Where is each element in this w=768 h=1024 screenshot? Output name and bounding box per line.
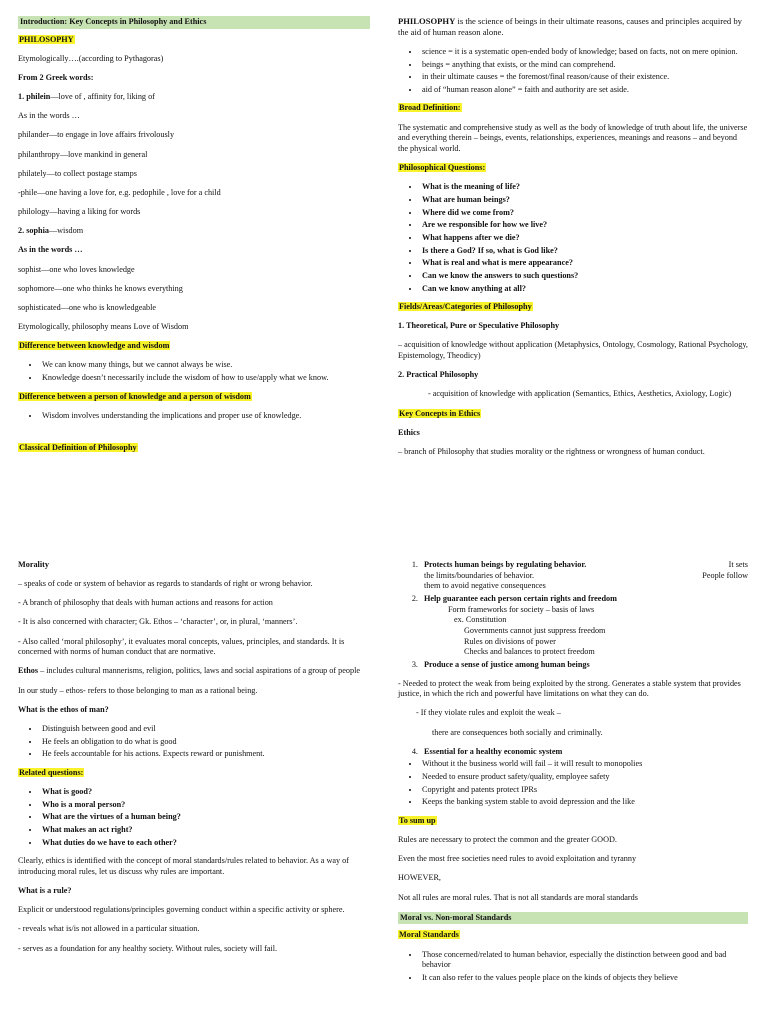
philosophy-word: PHILOSOPHY [398,16,456,26]
item2-sub: Governments cannot just suppress freedom [464,625,606,635]
sophia-term: 2. sophia [18,226,49,236]
ethos-definition: – includes cultural mannerisms, religion, politics, laws and social aspirations of a group of people [38,666,360,676]
violate-line: - If they violate rules and exploit the weak – [416,708,561,718]
list-item: • He feels accountable for his actions. Expects reward or punishment. [40,749,370,760]
item1-right: It sets [728,560,748,569]
morality-definition: – speaks of code or system of behavior as regards to standards of right or wrong behavior. [18,579,313,589]
rules-column [398,560,748,992]
ethos-man-heading: What is the ethos of man? [18,704,109,714]
philosophical-questions-heading: Philosophical Questions: [399,163,486,173]
sophia-example: sophist—one who loves knowledge [18,264,135,274]
philein-example: philanthropy—love mankind in general [18,149,148,159]
item2-sub: Rules on divisions of power [464,636,556,646]
field2-text: - acquisition of knowledge with application (Semantics, Ethics, Aesthetics, Axiology, Logic) [428,389,732,399]
question-item: • What is the meaning of life? [420,182,748,193]
philein-term: 1. philein [18,92,51,102]
field1-title: 1. Theoretical, Pure or Speculative Philosophy [398,321,560,331]
item1-right2: People follow [702,570,748,580]
justice-text: - Needed to protect the weak from being exploited by the strong. Generates a stable system that provides justice, in which the rich and powerful have limitations on what they can do. [398,678,741,699]
philein-example: philology—having a liking for words [18,207,141,217]
list-item: • Keeps the banking system stable to avoid depression and the like [420,797,748,808]
list-item: • Wisdom involves understanding the implications and proper use of knowledge. [40,411,370,422]
question-item: • Where did we come from? [420,208,748,219]
list-item: • Knowledge doesn’t necessarily include the wisdom of how to use/apply what we know. [40,373,370,384]
philosophy-heading: PHILOSOPHY [19,34,74,44]
ethics-concepts-heading: Key Concepts in Ethics [399,408,481,418]
question-item: • What duties do we have to each other? [40,838,370,849]
intro-column [18,16,370,463]
item1-line3: them to avoid negative consequences [424,581,546,591]
consequences-line: there are consequences both socially and criminally. [432,727,603,737]
fields-heading: Fields/Areas/Categories of Philosophy [399,302,532,312]
moral-standards-heading: Moral Standards [399,930,459,940]
philein-example: philander—to engage in love affairs frivolously [18,130,175,140]
question-item: • What makes an act right? [40,825,370,836]
list-item: • Needed to ensure product safety/quality, employee safety [420,772,748,783]
question-item: • What are human beings? [420,195,748,206]
question-item: • Can we know the answers to such questions? [420,271,748,282]
morality-paragraph: - It is also concerned with character; Gk. Ethos – ‘character’, or, in plural, ‘manners’. [18,617,298,627]
field2-title: 2. Practical Philosophy [398,370,479,380]
sum-up-text: Rules are necessary to protect the common and the greater GOOD. [398,835,617,845]
knowledge-wisdom-heading: Difference between knowledge and wisdom [19,341,170,351]
list-item: • He feels an obligation to do what is good [40,737,370,748]
etymology-line: Etymologically….(according to Pythagoras) [18,53,164,63]
morality-heading: Morality [18,560,49,569]
question-item: • What is real and what is mere appearance? [420,258,748,269]
list-item: • Copyright and patents protect IPRs [420,785,748,796]
question-item: • Can we know anything at all? [420,284,748,295]
rule-paragraph: - serves as a foundation for any healthy society. Without rules, society will fail. [18,943,278,953]
item2-sub: Checks and balances to protect freedom [464,647,595,657]
item1-line2: the limits/boundaries of behavior. [424,570,535,580]
sum-up-heading: To sum up [399,815,436,825]
item2-sub: Form frameworks for society – basis of laws [448,604,595,614]
rule-reason-item [420,747,748,758]
question-item: • Are we responsible for how we live? [420,220,748,231]
philein-example: philately—to collect postage stamps [18,168,137,178]
broad-definition-heading: Broad Definition: [399,103,461,113]
ethos-study: In our study – ethos- refers to those belonging to man as a rational being. [18,685,258,695]
list-item: • Without it the business world will fail – it will result to monopolies [420,759,748,770]
question-item: • What are the virtues of a human being? [40,812,370,823]
classical-definition-heading: Classical Definition of Philosophy [19,443,137,453]
ethics-term: Ethics [398,427,420,437]
however-text: HOWEVER, [398,873,441,883]
item4-title: Essential for a healthy economic system [424,746,563,756]
ethics-definition: – branch of Philosophy that studies morality or the rightness or wrongness of human conduct. [398,446,705,456]
item3-title: Produce a sense of justice among human beings [424,659,590,669]
related-questions-heading: Related questions: [19,767,84,777]
list-item: • in their ultimate causes = the foremost/final reason/cause of their existence. [420,72,748,83]
broad-definition-text: The systematic and comprehensive study as well as the body of knowledge of truth about life, the universe and everything therein – beings, events, relationships, experiences, meanings and reasons – and beyond the physical world. [398,122,748,153]
item2-title: Help guarantee each person certain rights and freedom [424,593,617,603]
as-in-words: As in the words … [18,245,83,255]
rules-intro: Clearly, ethics is identified with the concept of moral standards/rules related to behavior. As a way of introducing moral rules, let us discuss why rules are important. [18,856,349,876]
question-item: • Who is a moral person? [40,800,370,811]
list-item: • science = it is a systematic open-ended body of knowledge; based on facts, not on mere opinion. [420,47,748,58]
ethos-term: Ethos [18,666,39,676]
list-item: • Those concerned/related to human behavior, especially the distinction between good and bad behavior [420,950,748,971]
list-item: • It can also refer to the values people place on the kinds of objects they believe [420,973,748,984]
morality-paragraph: - Also called ‘moral philosophy’, it evaluates moral concepts, values, principles, and standards. It is concerned with norms of human conduct that are normative. [18,636,345,657]
philosophy-definition: is the science of beings in their ultimate reasons, causes and principles acquired by the aid of human reason alone. [398,16,742,38]
sum-up-text: Not all rules are moral rules. That is not all standards are moral standards [398,892,638,902]
rule-reason-item [420,594,748,658]
list-item: • beings = anything that exists, or the mind can comprehend. [420,60,748,71]
rule-paragraph: - reveals what is/is not allowed in a particular situation. [18,924,200,934]
moral-vs-nonmoral-band: Moral vs. Non-moral Standards [398,912,748,925]
question-item: • What is good? [40,787,370,798]
definitions-column [398,16,748,466]
etymology-conclusion: Etymologically, philosophy means Love of Wisdom [18,322,189,331]
question-item: • What happens after we die? [420,233,748,244]
item2-sub: ex. Constitution [454,615,507,625]
list-item: • We can know many things, but we cannot always be wise. [40,360,370,371]
sophia-example: sophisticated—one who is knowledgeable [18,302,157,312]
question-item: • Is there a God? If so, what is God like? [420,246,748,257]
as-in-words: As in the words … [18,111,80,121]
person-knowledge-wisdom-heading: Difference between a person of knowledge and a person of wisdom [19,391,251,401]
rule-heading: What is a rule? [18,886,72,896]
rule-reason-item [420,660,748,671]
philein-def: —love of , affinity for, liking of [50,92,155,102]
item1-title: 1. Protects human beings by regulating behavior. [424,560,587,569]
sum-up-text: Even the most free societies need rules to avoid exploitation and tyranny [398,854,637,864]
field1-text: – acquisition of knowledge without application (Metaphysics, Ontology, Cosmology, Rational Psychology, Epistemology, Theodicy) [398,340,748,361]
sophia-example: sophomore—one who thinks he knows everything [18,283,183,293]
rule-reason-item [420,560,748,592]
greek-words-line: From 2 Greek words: [18,72,94,82]
morality-paragraph: - A branch of philosophy that deals with human actions and reasons for action [18,598,273,608]
sophia-def: —wisdom [48,226,84,236]
philein-example: -phile—one having a love for, e.g. pedophile , love for a child [18,187,221,197]
rule-definition: Explicit or understood regulations/principles governing conduct within a specific activity or sphere. [18,905,345,915]
list-item: • Distinguish between good and evil [40,724,370,735]
morality-column [18,560,370,963]
intro-header: Introduction: Key Concepts in Philosophy and Ethics [18,16,370,29]
list-item: • aid of “human reason alone” = faith and authority are set aside. [420,85,748,96]
